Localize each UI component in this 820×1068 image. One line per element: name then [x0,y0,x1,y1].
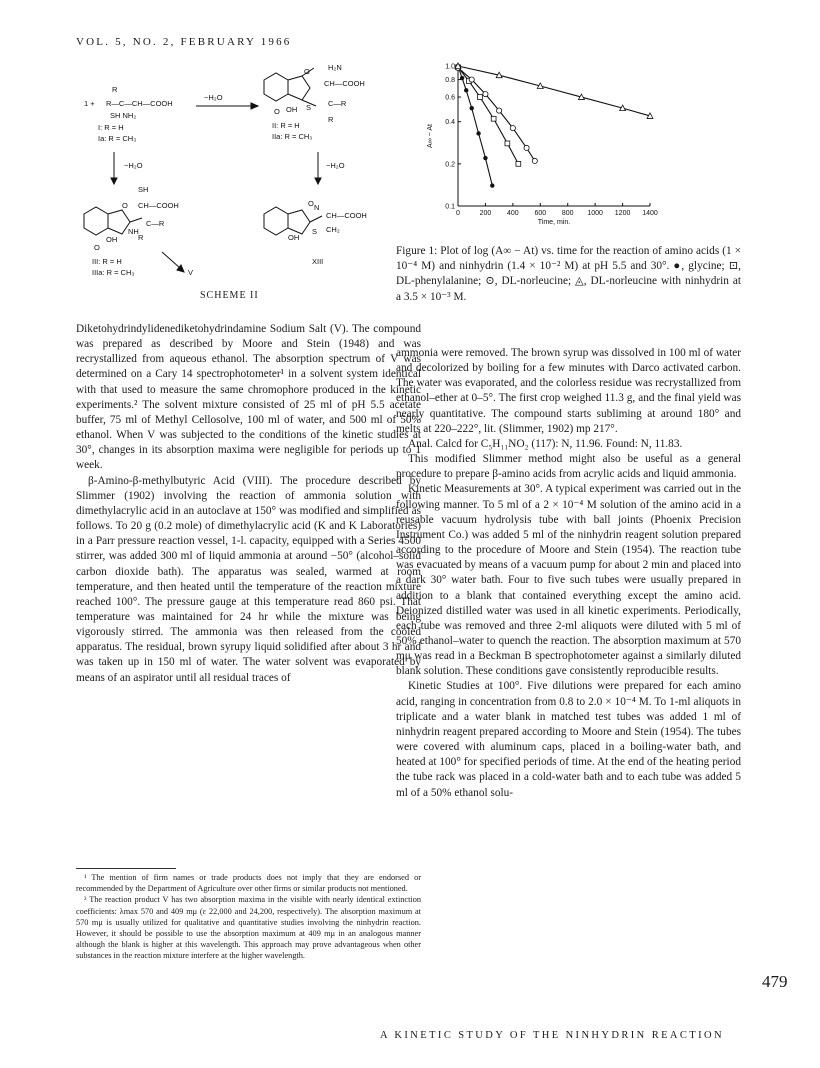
scheme-chcooh1: CH—COOH [324,79,365,88]
data-point [505,141,510,146]
scheme-label-I: I: R = H [98,123,124,132]
scheme-label-III: III: R = H [92,257,122,266]
x-tick-label: 0 [456,210,460,217]
scheme-r2: R [138,233,144,242]
scheme-cysteine: R—C—CH—COOH [106,99,173,108]
paragraph-kinetic-100: Kinetic Studies at 100°. Five dilutions were prepared for each amino acid, ranging in concentration from 0.8 to 2.0 × 10⁻⁴ M. To 1-ml aliquots in triplicate and a water blank in matched test tubes was added 1 ml of ninhydrin reagent prepared according to Moore and Stein (1954). The tubes were covered with aluminum caps, placed in a boiling-water bath, and heated at 100° for specified periods of time. At the end of the heating period the tube rack was placed in a cold-water bath and to each tube was added 5 ml of a 50% ethanol solu- [396,680,741,799]
scheme-o1b: O [274,107,280,116]
data-point [524,145,529,150]
scheme-o2b: O [94,243,100,252]
scheme-s1: S [306,103,312,112]
paragraph-slimmer: This modified Slimmer method might also be useful as a general procedure to prepare β-amino acids from acrylic acids and liquid ammonia. [396,453,741,481]
footnotes [76,872,421,962]
footnote-2: ² The reaction product V has two absorption maxima in the visible with nearly identical extinction coefficients: λmax 570 and 409 mμ (ε 22,000 and 24,200, respectively). The absorption maximum at 570 mμ is usually utilized for qualitative and quantitative studies involving the ninhydrin reaction. However, it should be possible to use the absorption maximum at 409 mμ in an analogous manner although the blank is higher at this wavelength. This approach may prove advantageous when other substances in the reaction mixture interfere at the higher wavelength. [76,895,421,961]
scheme-o3: O [308,199,314,208]
y-axis-label: A∞ − At [427,124,434,148]
scheme-label-V: V [188,268,194,277]
data-point [510,126,515,131]
running-footer: A KINETIC STUDY OF THE NINHYDRIN REACTION [380,1030,724,1041]
scheme-label-1: 1 + [84,99,95,108]
running-header: VOL. 5, NO. 2, FEBRUARY 1966 [76,36,292,48]
x-tick-label: 200 [479,210,492,217]
scheme-label: SCHEME II [200,290,259,301]
y-tick-label: 0.6 [445,94,455,102]
scheme-chcooh3: CH—COOH [326,211,367,220]
data-point [476,131,480,135]
scheme-sh: SH [138,185,149,194]
page-number: 479 [762,972,788,991]
y-tick-label: 1.0 [445,63,455,71]
scheme-r: R [112,85,118,94]
paragraph-continuation: ammonia were removed. The brown syrup was dissolved in 100 ml of water and decolorized by boiling for a few minutes with Darco activated carbon. The water was evaporated, and the colorless residue was recrystallized from ethanol–ether at 0–5°. The first crop weighed 11.3 g, and the final yield was nearly quantitative. The compound starts subliming at around 180° and melts at 220–222°, lit. (Slimmer, 1902) mp 217°. [396,347,741,435]
y-tick-label: 0.8 [445,77,455,85]
x-tick-label: 1400 [642,210,658,217]
scheme-oh3: OH [288,233,300,242]
scheme-label-XIII: XIII [312,257,324,266]
reaction-scheme [76,56,396,286]
scheme-chcooh2: CH—COOH [138,201,179,210]
x-tick-label: 800 [561,210,574,217]
scheme-n: N [314,203,320,212]
scheme-oh1: OH [286,105,298,114]
scheme-arrow3-label: −H₂O [326,161,345,170]
x-axis-label: Time, min. [537,219,571,226]
data-point [478,95,483,100]
scheme-sh-nh2: SH NH₂ [110,111,137,120]
data-point [483,91,488,96]
y-tick-label: 0.2 [445,161,455,169]
scheme-cr1: C—R [328,99,347,108]
scheme-nh: NH [128,227,139,236]
paragraph-compound-viii: β-Amino-β-methylbutyric Acid (VIII). The procedure described by Slimmer (1902) involving the reaction of ammonia solution with dimethylacrylic acid in an autoclave at 150° was modified and simplified as follows. To 20 g (0.2 mole) of dimethylacrylic acid (K and K Laboratories) in a Parr pressure reaction vessel, 1-l. capacity, equipped with a Series 4500 stirrer, was added 300 ml of liquid ammonia at around −50° (alcohol–solid carbon dioxide bath). The apparatus was sealed, warmed at room temperature, and then heated until the temperature of the reaction mixture reached 100°. The pressure gauge at this temperature read 860 psi. That temperature was maintained for 24 hr while the mixture was being vigorously stirred. The ammonia was then released from the cooled apparatus. The residual, brown syrupy liquid solidified after about 3 hr and was taken up in 150 ml of water. The water solvent was evaporated by means of an aspirator until all residual traces of [76,474,421,684]
y-tick-label: 0.1 [445,203,455,211]
data-point [497,108,502,113]
figure-caption: Figure 1: Plot of log (A∞ − At) vs. time for the reaction of amino acids (1 × 10⁻⁴ M) and ninhydrin (1.4 × 10⁻² M) at pH 5.5 and 30°. ●, glycine; ⊡, DL-phenylalanine; ⊙, DL-norleucine; ◬, DL-norleucine with ninhydrin at a 3.5 × 10⁻³ M. [396,245,741,303]
footnote-1: ¹ The mention of firm names or trade products does not imply that they are endorsed or recommended by the Department of Agriculture over other firms or similar products not mentioned. [76,873,421,894]
scheme-label-II: II: R = H [272,121,300,130]
paragraph-compound-v: Diketohydrindylidenediketohydrindamine Sodium Salt (V). The compound was prepared as described by Moore and Stein (1948) and was recrystallized from aqueous ethanol. The absorption spectrum of V was determined on a Cary 14 spectrophotometer¹ in a solvent system identical with that used to measure the same chromophore produced in the kinetic experiments.² The solvent mixture consisted of 25 ml of pH 5.5 acetate buffer, 75 ml of Methyl Cellosolve, 100 ml of water, and 500 ml of 50% ethanol. When V was subjected to the conditions of the kinetic studies at 30°, changes in its absorption maxima were negligible for periods up to 1 week. [76,323,421,472]
scheme-arrow1-label: −H₂O [204,93,223,102]
x-tick-label: 1200 [614,210,631,217]
data-point [532,158,537,163]
scheme-oh2: OH [106,235,118,244]
data-point [464,88,468,92]
paragraph-kinetic-30: Kinetic Measurements at 30°. A typical experiment was carried out in the following manner. To 5 ml of a 2 × 10⁻⁴ M solution of the amino acid in a reusable vacuum hydrolysis tube with ball joints (Phoenix Precision Instrument Co.) was added 5 ml of the ninhydrin reagent solution prepared according to the procedure of Moore and Stein (1954). The reaction tube was evacuated by means of a vacuum pump for about 2 min and placed into a dark 30° water bath. Four to five such tubes were usually prepared in addition to a blank that contained everything except the amino acid. Deionized distilled water was used in all kinetic experiments. Periodically, each tube was removed and three 2-ml aliquots were diluted with 5 ml of 50% ethanol–water to quench the reaction. The absorption maximum at 570 mμ was read in a Beckman B spectrophotometer against a similarly diluted blank solution. These conditions gave consistently reproducible results. [396,483,741,678]
scheme-arrow2-label: −H₂O [124,161,143,170]
scheme-o1: O [304,67,310,76]
scheme-s3: S [312,227,318,236]
left-column [76,322,421,686]
scheme-ch2: CH₂ [326,225,340,234]
x-tick-label: 400 [507,210,519,217]
scheme-o2: O [122,201,128,210]
x-tick-label: 600 [534,210,547,217]
scheme-label-IIIa: IIIa: R = CH₃ [92,268,135,277]
data-point [516,161,521,166]
data-point [491,116,496,121]
data-point [469,77,474,82]
scheme-label-IIa: IIa: R = CH₃ [272,132,313,141]
data-point [483,156,487,160]
y-tick-label: 0.4 [445,119,455,127]
data-point [460,76,464,80]
right-column [396,346,741,801]
scheme-label-Ia: Ia: R = CH₃ [98,134,137,143]
scheme-h2n: H₂N [328,63,342,72]
paragraph-analysis: Anal. Calcd for C₅H₁₁NO₂ (117): N, 11.96. Found: N, 11.83. [408,437,683,450]
kinetic-plot [412,56,672,236]
data-point [470,106,474,110]
data-point [490,183,494,187]
scheme-r1: R [328,115,334,124]
x-tick-label: 1000 [587,210,603,217]
footnote-rule [76,868,176,869]
scheme-cr2: C—R [146,219,165,228]
